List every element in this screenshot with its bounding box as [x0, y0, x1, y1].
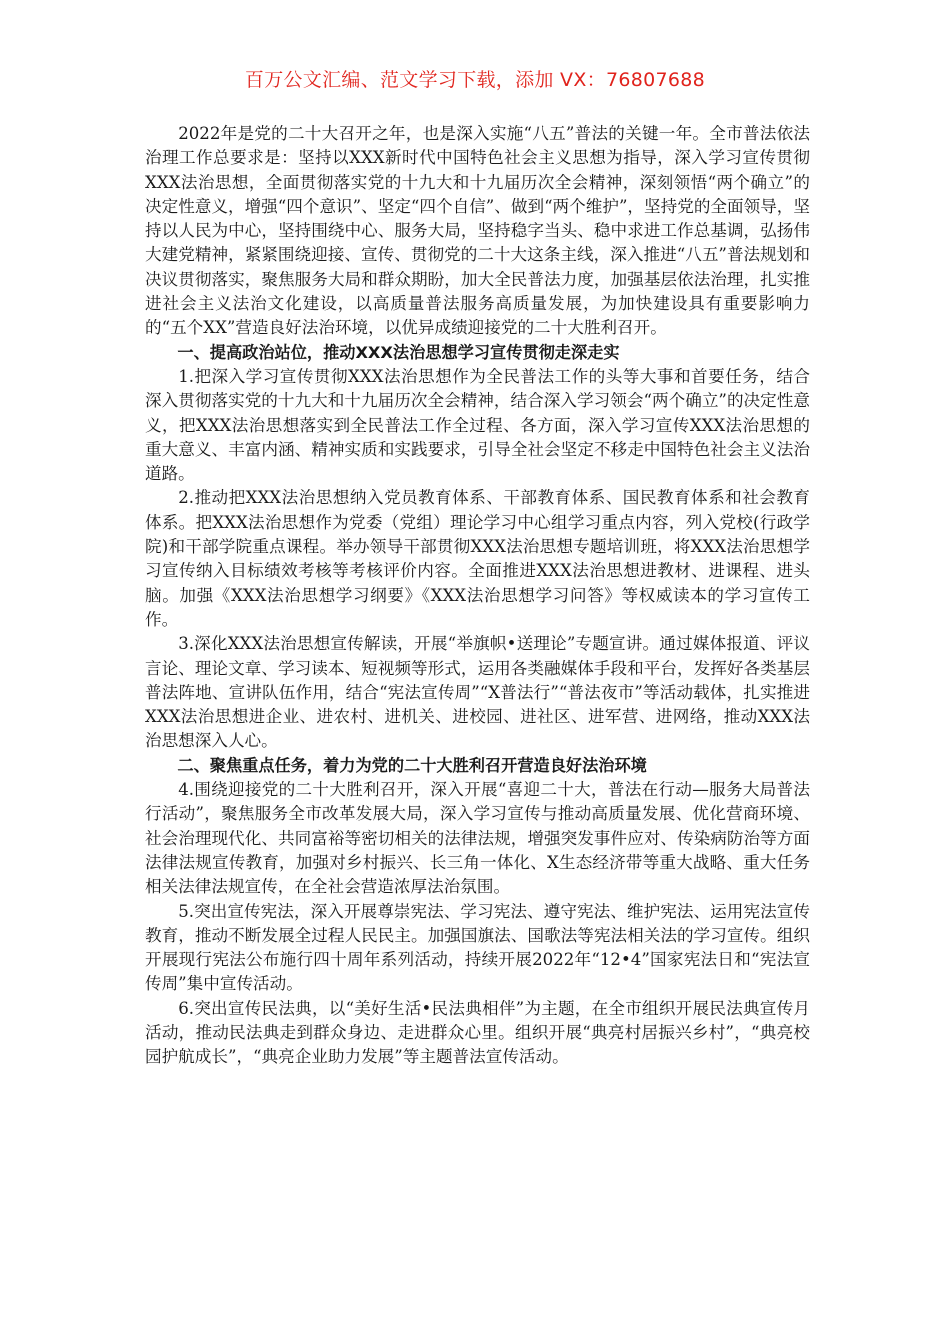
section-heading-2: 二、聚焦重点任务，着力为党的二十大胜利召开营造良好法治环境 [177, 755, 647, 775]
document-body [145, 122, 810, 1070]
item-paragraph-3: 3.深化XXX法治思想宣传解读，开展“举旗帜•送理论”专题宣讲。通过媒体报道、评议言论、理论文章、学习读本、短视频等形式，运用各类融媒体手段和平台，发挥好各类基层普法阵地、宣讲队伍作用，结合“宪法宣传周”“X普法行”“普法夜市”等活动载体，扎实推进XXX法治思想进企业、进农村、进机关、进校园、进社区、进军营、进网络，推动XXX法治思想深入人心。 [145, 634, 810, 751]
item-paragraph-2: 2.推动把XXX法治思想纳入党员教育体系、干部教育体系、国民教育体系和社会教育体系。把XXX法治思想作为党委（党组）理论学习中心组学习重点内容，列入党校(行政学院)和干部学院重点课程。举办领导干部贯彻XXX法治思想专题培训班，将XXX法治思想学习宣传纳入目标绩效考核等考核评价内容。全面推进XXX法治思想进教材、进课程、进头脑。加强《XXX法治思想学习纲要》《XXX法治思想学习问答》等权威读本的学习宣传工作。 [145, 488, 810, 629]
item-paragraph-6: 6.突出宣传民法典，以“美好生活•民法典相伴”为主题，在全市组织开展民法典宣传月活动，推动民法典走到群众身边、走进群众心里。组织开展“典亮村居振兴乡村”，“典亮校园护航成长”，“典亮企业助力发展”等主题普法宣传活动。 [145, 998, 810, 1067]
watermark-banner: 百万公文汇编、范文学习下载，添加 VX：76807688 [244, 69, 706, 91]
item-paragraph-5: 5.突出宣传宪法，深入开展尊崇宪法、学习宪法、遵守宪法、维护宪法、运用宪法宣传教育，推动不断发展全过程人民民主。加强国旗法、国歌法等宪法相关法的学习宣传。组织开展现行宪法公布施行四十周年系列活动，持续开展2022年“12•4”国家宪法日和“宪法宣传周”集中宣传活动。 [145, 901, 810, 994]
item-paragraph-1: 1.把深入学习宣传贯彻XXX法治思想作为全民普法工作的头等大事和首要任务，结合深入贯彻落实党的十九大和十九届历次全会精神，结合深入学习领会“两个确立”的决定性意义，把XXX法治思想落实到全民普法工作全过程、各方面，深入学习宣传XXX法治思想的重大意义、丰富内涵、精神实质和实践要求，引导全社会坚定不移走中国特色社会主义法治道路。 [145, 366, 810, 484]
intro-paragraph: 2022年是党的二十大召开之年，也是深入实施“八五”普法的关键一年。全市普法依法治理工作总要求是：坚持以XXX新时代中国特色社会主义思想为指导，深入学习宣传贯彻XXX法治思想，全面贯彻落实党的十九大和十九届历次全会精神，深刻领悟“两个确立”的决定性意义，增强“四个意识”、坚定“四个自信”、做到“两个维护”，坚持党的全面领导，坚持以人民为中心，坚持围绕中心、服务大局，坚持稳字当头、稳中求进工作总基调，弘扬伟大建党精神，紧紧围绕迎接、宣传、贯彻党的二十大这条主线，深入推进“八五”普法规划和决议贯彻落实，聚焦服务大局和群众期盼，加大全民普法力度，加强基层依法治理，扎实推进社会主义法治文化建设，以高质量普法服务高质量发展，为加快建设具有重要影响力的“五个XX”营造良好法治环境，以优异成绩迎接党的二十大胜利召开。 [145, 124, 810, 338]
section-heading-1: 一、提高政治站位，推动XXX法治思想学习宣传贯彻走深走实 [177, 342, 620, 362]
item-paragraph-4: 4.围绕迎接党的二十大胜利召开，深入开展“喜迎二十大，普法在行动—服务大局普法行活动”，聚焦服务全市改革发展大局，深入学习宣传与推动高质量发展、优化营商环境、社会治理现代化、共同富裕等密切相关的法律法规，增强突发事件应对、传染病防治等方面法律法规宣传教育，加强对乡村振兴、长三角一体化、X生态经济带等重大战略、重大任务相关法律法规宣传，在全社会营造浓厚法治氛围。 [145, 780, 810, 897]
